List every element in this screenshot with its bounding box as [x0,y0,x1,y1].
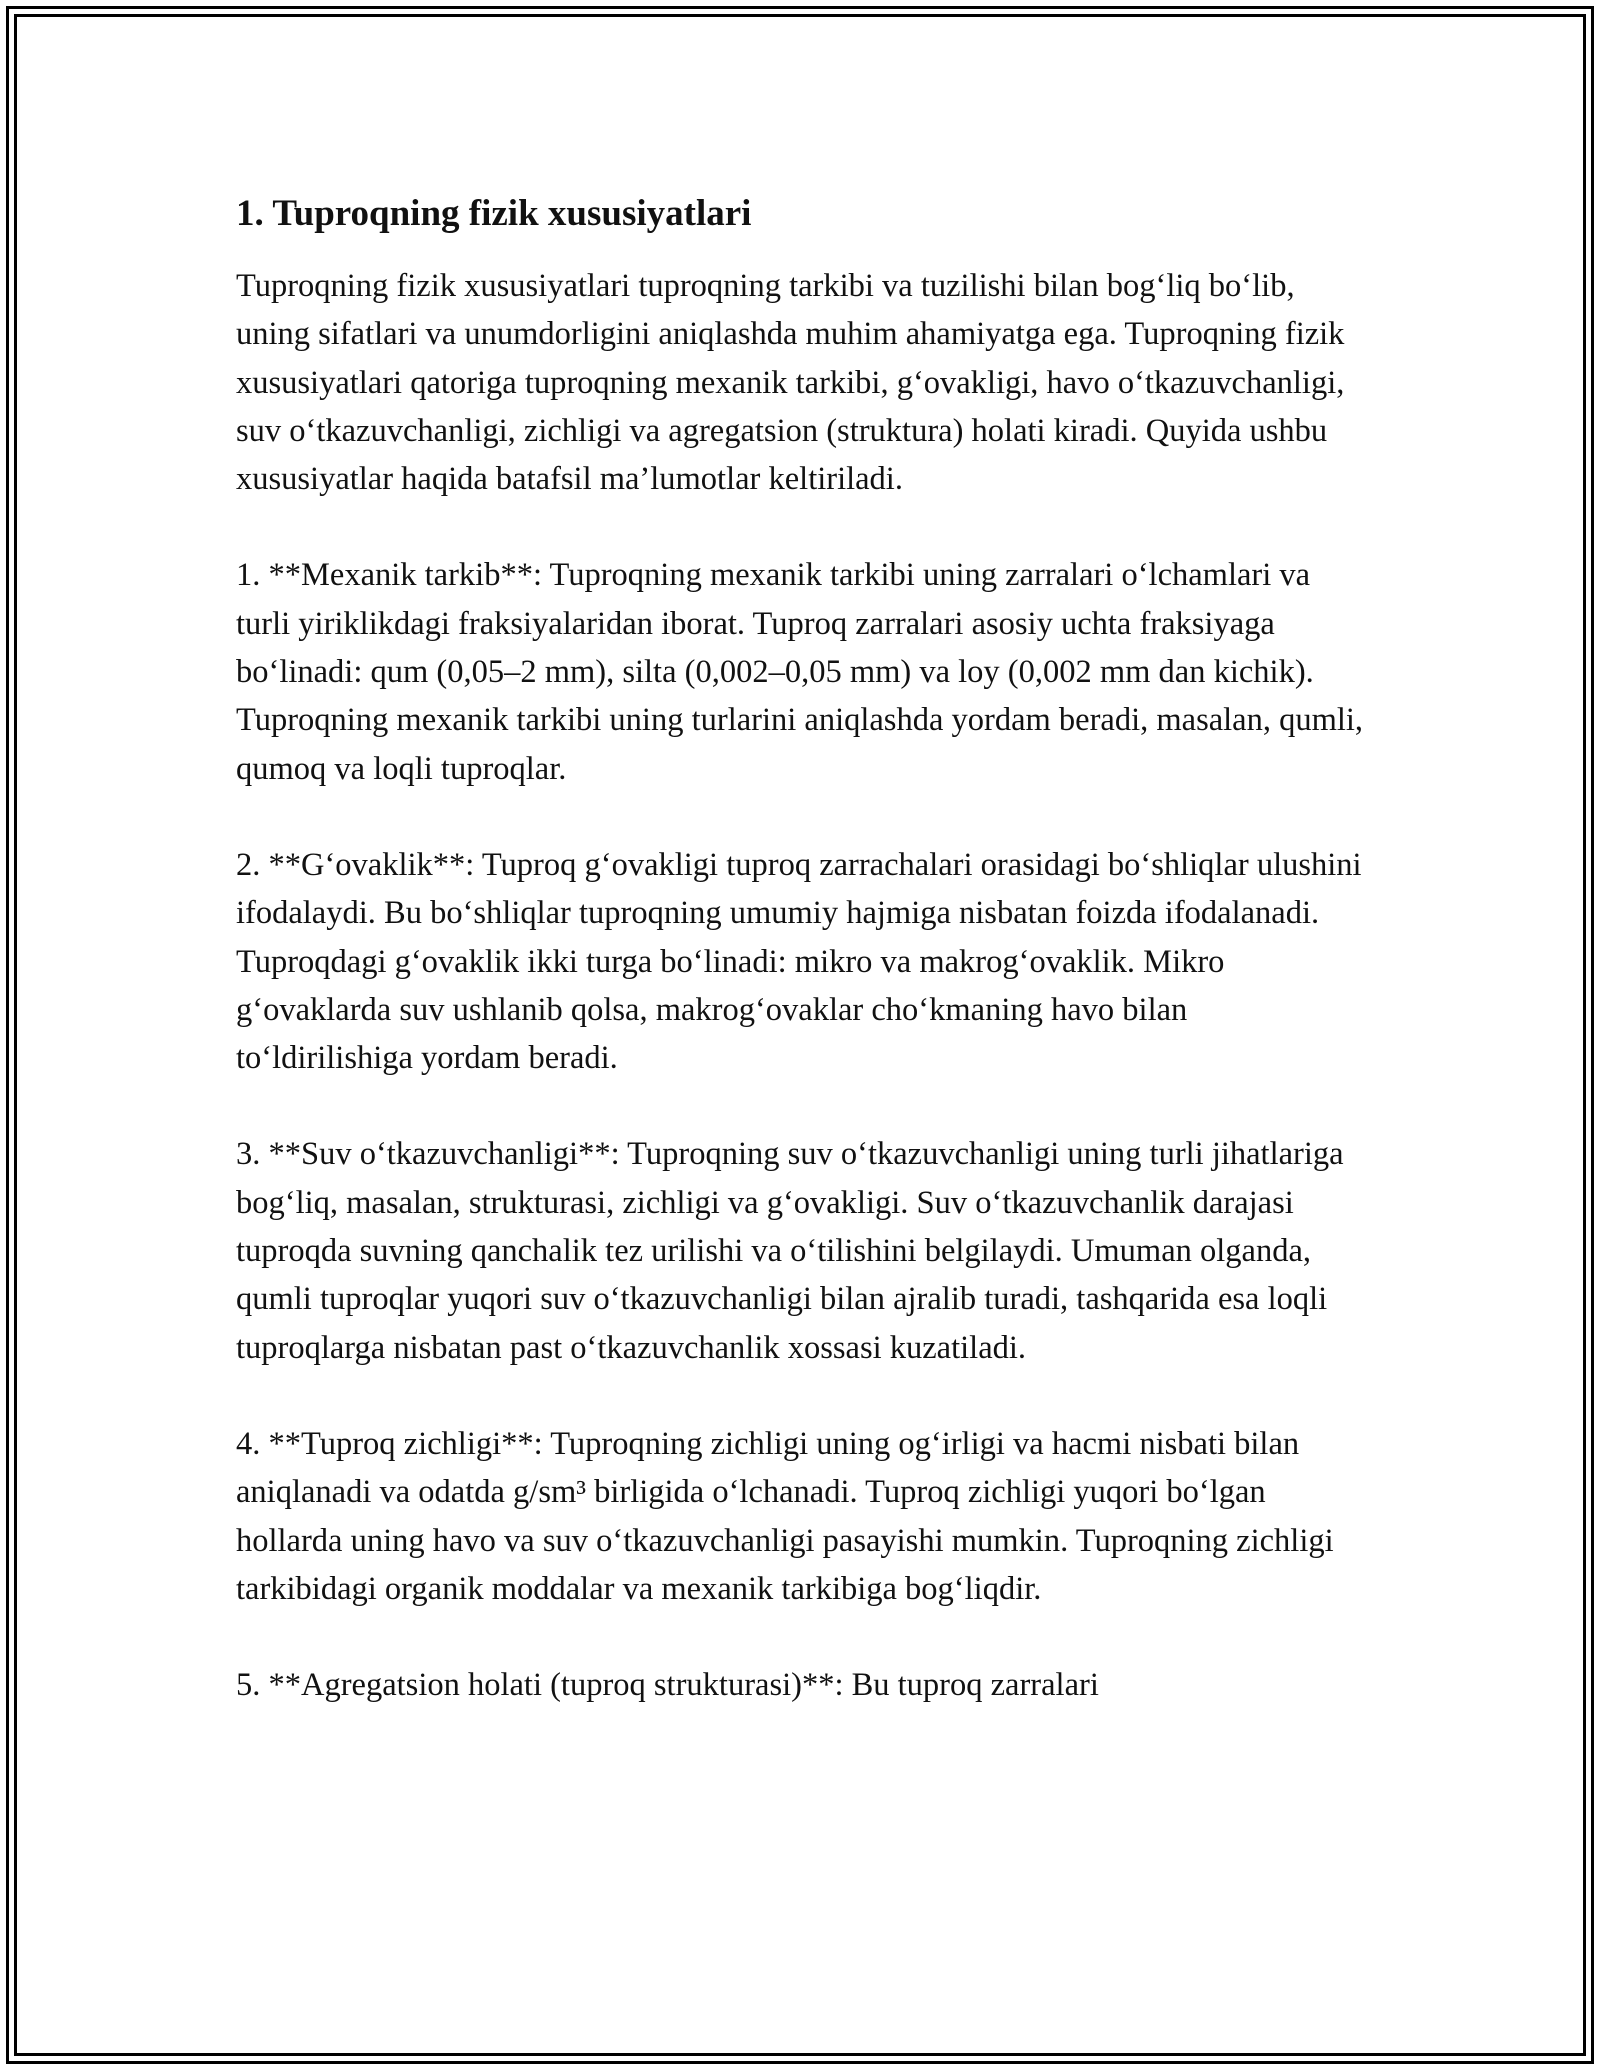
paragraph-porosity: 2. **G‘ovaklik**: Tuproq g‘ovakligi tuproq zarrachalari orasidagi bo‘shliqlar ulushini ifodalaydi. Bu bo‘shliqlar tuproqning umumiy hajmiga nisbatan foizda ifodalanadi. Tuproqdagi g‘ovaklik ikki turga bo‘linadi: mikro va makrog‘ovaklik. Mikro g‘ovaklarda suv ushlanib qolsa, makrog‘ovaklar cho‘kmaning havo bilan to‘ldirilishiga yordam beradi. [236,846,1362,1077]
paragraph-aggregation-state: 5. **Agregatsion holati (tuproq strukturasi)**: Bu tuproq zarralari [236,1667,1099,1704]
section-heading: 1. Tuproqning fizik xususiyatlari [236,193,752,234]
paragraph-water-permeability: 3. **Suv o‘tkazuvchanligi**: Tuproqning suv o‘tkazuvchanligi uning turli jihatlariga bog‘liq, masalan, strukturasi, zichligi va g‘ovakligi. Suv o‘tkazuvchanlik darajasi tuproqda suvning qanchalik tez urilishi va o‘tilishini belgilaydi. Umuman olganda, qumli tuproqlar yuqori suv o‘tkazuvchanligi bilan ajralib turadi, tashqarida esa loqli tuproqlarga nisbatan past o‘tkazuvchanlik xossasi kuzatiladi. [236,1136,1344,1366]
paragraph-soil-density: 4. **Tuproq zichligi**: Tuproqning zichligi uning og‘irligi va hacmi nisbati bilan aniqlanadi va odatda g/sm³ birligida o‘lchanadi. Tuproq zichligi yuqori bo‘lgan hollarda uning havo va suv o‘tkazuvchanligi pasayishi mumkin. Tuproqning zichligi tarkibidagi organik moddalar va mexanik tarkibiga bog‘liqdir. [236,1425,1334,1607]
paragraph-mechanical-composition: 1. **Mexanik tarkib**: Tuproqning mexanik tarkibi uning zarralari o‘lchamlari va turli yiriklikdagi fraksiyalaridan iborat. Tuproq zarralari asosiy uchta fraksiyaga bo‘linadi: qum (0,05–2 mm), silta (0,002–0,05 mm) va loy (0,002 mm dan kichik). Tuproqning mexanik tarkibi uning turlarini aniqlashda yordam beradi, masalan, qumli, qumoq va loqli tuproqlar. [236,557,1364,787]
document-body [236,188,1366,1757]
intro-paragraph: Tuproqning fizik xususiyatlari tuproqning tarkibi va tuzilishi bilan bog‘liq bo‘lib, uning sifatlari va unumdorligini aniqlashda muhim ahamiyatga ega. Tuproqning fizik xususiyatlari qatoriga tuproqning mexanik tarkibi, g‘ovakligi, havo o‘tkazuvchanligi, suv o‘tkazuvchanligi, zichligi va agregatsion (struktura) holati kiradi. Quyida ushbu xususiyatlar haqida batafsil ma’lumotlar keltiriladi. [236,268,1345,498]
